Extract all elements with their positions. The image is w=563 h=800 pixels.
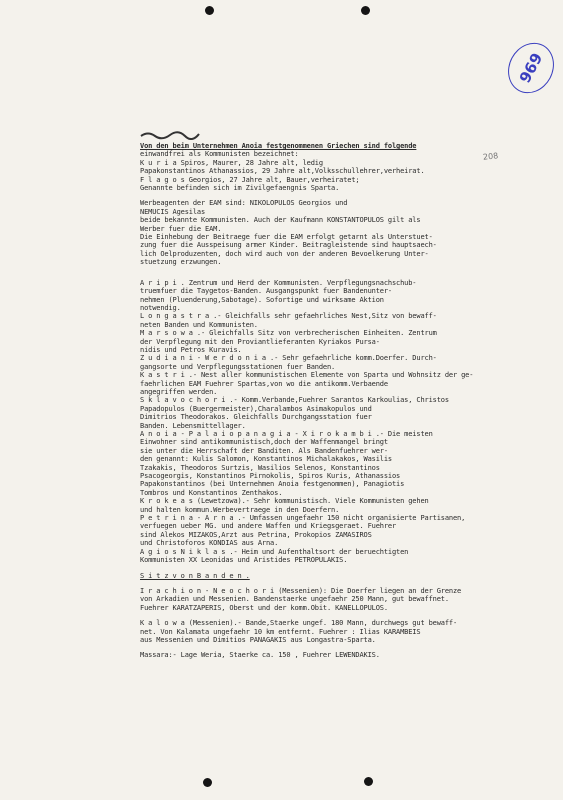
- text-line: Genannte befinden sich im Zivilgefaengnis Sparta.: [140, 184, 340, 193]
- text-line: nehmen (Pluenderung,Sabotage). Sofortige und wirksame Aktion: [140, 295, 384, 304]
- paragraph-gap: [140, 192, 552, 199]
- punch-hole-bottom-right: [364, 777, 373, 786]
- punch-hole-top-right: [361, 6, 370, 15]
- paragraph-gap: [140, 565, 552, 572]
- text-line: sind Alekos MIZAKOS,Arzt aus Petrina, Prokopios ZAMASIROS: [140, 530, 372, 539]
- page-number-stamp: [499, 35, 562, 102]
- text-line: den genannt: Kulis Salomon, Konstantinos Michalakakos, Wasilis: [140, 455, 392, 464]
- paragraph-gap: [140, 612, 552, 619]
- text-line: K a s t r i .- Nest aller kommunistischen Elemente von Sparta und Wohnsitz der ge-: [140, 371, 474, 380]
- text-line: gangsorte und Verpflegungsstationen fuer Banden.: [140, 362, 336, 371]
- text-line: Dimitrios Theodorakos. Gleichfalls Durchgangsstation fuer: [140, 413, 372, 422]
- text-line: F l a g o s Georgios, 27 Jahre alt, Bauer,verheiratet;: [140, 175, 360, 184]
- text-line: zung fuer die Ausspeisung armer Kinder. Beitragleistende sind hauptsaech-: [140, 241, 437, 250]
- text-line: und halten kommun.Werbevertraege in den Doerfern.: [140, 505, 340, 514]
- text-line: A g i o s N i k l a s .- Heim und Aufenthaltsort der beruechtigten: [140, 547, 409, 556]
- text-line: K r o k e a s (Lewetzowa).- Sehr kommunistisch. Viele Kommunisten gehen: [140, 497, 429, 506]
- text-line: truemfuer die Taygetos-Banden. Ausgangspunkt fuer Bandenunter-: [140, 287, 392, 296]
- text-line: K u r i a Spiros, Maurer, 28 Jahre alt, ledig: [140, 158, 323, 167]
- paragraph-gap: [140, 580, 552, 587]
- text-line: P e t r i n a - A r n a .- Umfassen ungefaehr 150 nicht organisierte Partisanen,: [140, 514, 466, 523]
- text-line: A n o i a - P a l a i o p a n a g i a - X i r o k a m b i .- Die meisten: [140, 430, 433, 438]
- text-line: Papadopulos (Buergermeister),Charalambos Asimakopulos und: [140, 404, 372, 413]
- text-line: Die Einhebung der Beitraege fuer die EAM erfolgt getarnt als Unterstuet-: [140, 233, 433, 242]
- text-line: Psacogeorgis, Konstantinos Pirnokolis, Spiros Kuris, Athanassios: [140, 472, 401, 481]
- text-line: Papakonstantinos (bei Unternehmen Anoia festgenommen), Panagiotis: [140, 480, 405, 489]
- text-line: Tzakakis, Theodoros Surtzis, Wasilios Selenos, Konstantinos: [140, 463, 380, 472]
- text-line: notwendig.: [140, 303, 181, 312]
- text-line: sie unter die Herrschaft der Banditen. Als Bandenfuehrer wer-: [140, 446, 388, 455]
- text-line: beide bekannte Kommunisten. Auch der Kaufmann KONSTANTOPULOS gilt als: [140, 216, 421, 225]
- text-line: aus Messenien und Dimitios PANAGAKIS aus Longastra-Sparta.: [140, 635, 376, 644]
- text-line: Massara:- Lage Weria, Staerke ca. 150 , Fuehrer LEWENDAKIS.: [140, 651, 380, 660]
- punch-hole-top-left: [205, 6, 214, 15]
- text-line: S i t z v o n B a n d e n .: [140, 571, 250, 580]
- text-line: nidis und Petros Kuravis.: [140, 345, 242, 354]
- text-line: von Arkadien und Messenien. Bandenstaerke ungefaehr 250 Mann, gut bewaffnet.: [140, 595, 449, 604]
- text-line: L o n g a s t r a .- Gleichfalls sehr gefaehrliches Nest,Sitz von bewaff-: [140, 312, 437, 321]
- text-line: verfuegen ueber MG. und andere Waffen und Kriegsgeraet. Fuehrer: [140, 522, 397, 531]
- text-line: Von den beim Unternehmen Anoia festgenommenen Griechen sind folgende: [140, 142, 417, 150]
- text-line: Einwohner sind antikommunistisch,doch der Waffenmangel bringt: [140, 438, 388, 447]
- punch-hole-bottom-left: [203, 778, 212, 787]
- text-line: K a l o w a (Messenien).- Bande,Staerke ungef. 180 Mann, durchwegs gut bewaff-: [140, 619, 458, 628]
- text-line: S k l a v o c h o r i .- Komm.Verbande,Fuehrer Sarantos Karkoulias, Christos: [140, 396, 449, 405]
- text-line: einwandfrei als Kommunisten bezeichnet:: [140, 150, 299, 159]
- paragraph-gap: [140, 644, 552, 651]
- crossed-out-text: [140, 130, 200, 140]
- text-line: Z u d i a n i - W e r d o n i a .- Sehr gefaehrliche komm.Doerfer. Durch-: [140, 354, 437, 363]
- text-line: Papakonstantinos Athanassios, 29 Jahre alt,Volksschullehrer,verheirat.: [140, 167, 425, 176]
- text-line: der Verpflegung mit den Proviantlieferanten Kyriakos Pursa-: [140, 337, 380, 346]
- text-line: faehrlichen EAM Fuehrer Spartas,von wo die antikomm.Verbaende: [140, 379, 388, 388]
- text-line: Fuehrer KARATZAPERIS, Oberst und der komm.Obit. KANELLOPULOS.: [140, 603, 388, 612]
- text-line: net. Von Kalamata ungefaehr 10 km entfernt. Fuehrer : Ilias KARAMBEIS: [140, 627, 421, 636]
- text-line: Kommunisten XX Leonidas und Aristides PETROPULAKIS.: [140, 556, 348, 565]
- text-line: stuetzung erzwungen.: [140, 258, 222, 267]
- stamp-number: 969: [515, 49, 547, 87]
- text-line: I r a c h i o n - N e o c h o r i (Messenien): Die Doerfer liegen an der Grenze: [140, 586, 462, 595]
- text-line: neten Banden und Kommunisten.: [140, 320, 258, 329]
- text-line: Werber fuer die EAM.: [140, 224, 222, 233]
- document-body: [140, 142, 552, 660]
- paragraph-gap: [140, 267, 552, 279]
- text-line: angegriffen werden.: [140, 387, 218, 396]
- text-line: und Christoforos KONDIAS aus Arna.: [140, 539, 279, 548]
- text-line: Werbeagenten der EAM sind: NIKOLOPULOS Georgios und: [140, 199, 348, 208]
- text-line: lich Oelproduzenten, doch wird auch von der anderen Bevoelkerung Unter-: [140, 249, 429, 258]
- pencil-annotation: 208: [482, 151, 499, 162]
- text-line: M a r s o w a .- Gleichfalls Sitz von verbrecherischen Einheiten. Zentrum: [140, 329, 437, 338]
- text-line: Tombros und Konstantinos Zenthakos.: [140, 488, 283, 497]
- text-line: A r i p i . Zentrum und Herd der Kommunisten. Verpflegungsnachschub-: [140, 278, 417, 287]
- text-line: NEMUCIS Agesilas: [140, 207, 206, 216]
- text-line: Banden. Lebensmittellager.: [140, 421, 246, 430]
